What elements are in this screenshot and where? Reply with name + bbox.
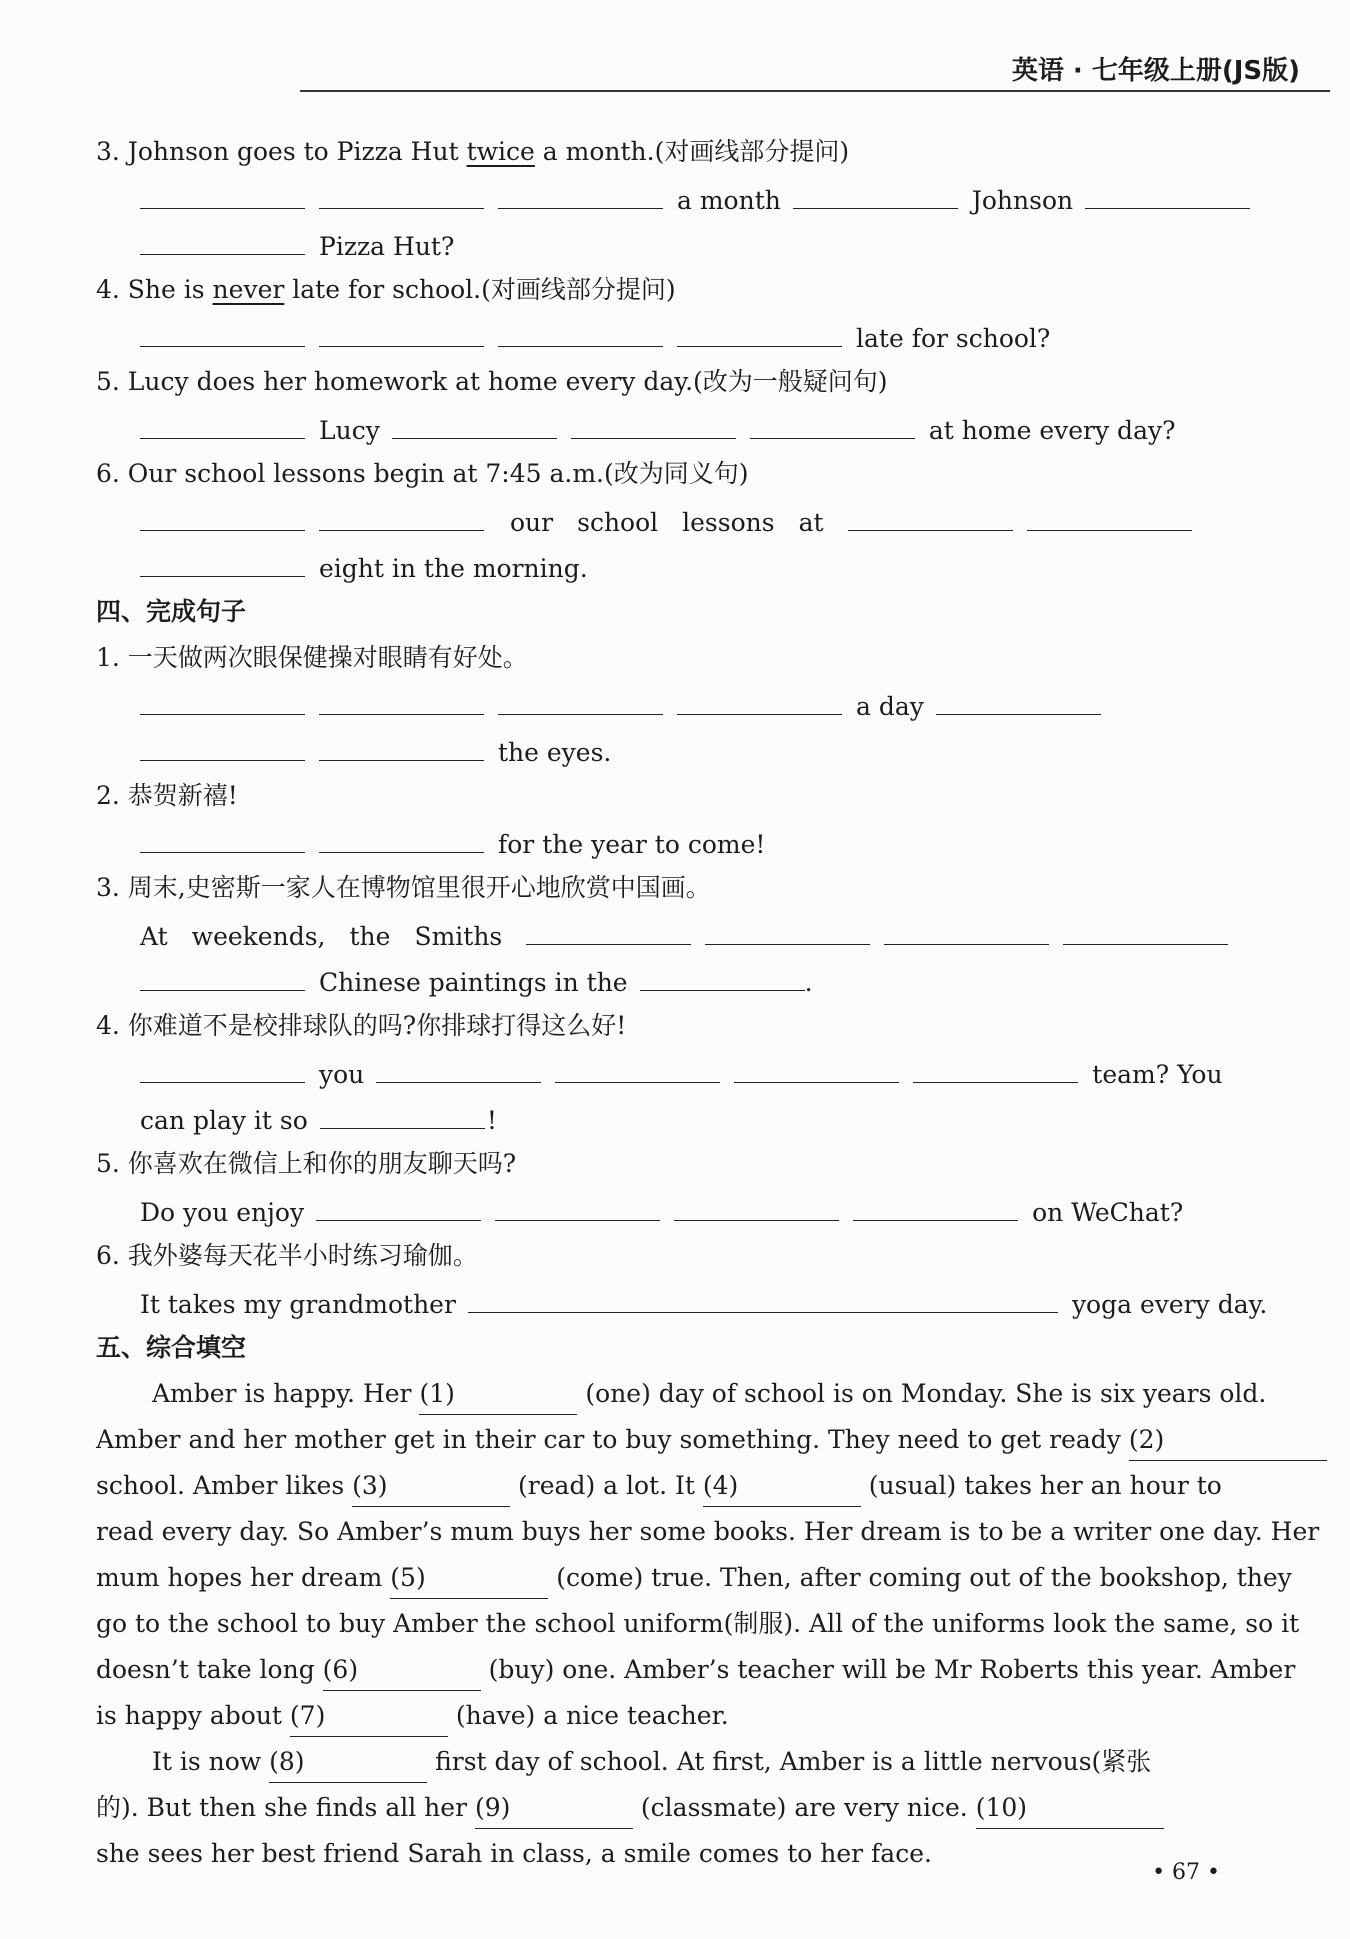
blank[interactable] bbox=[498, 684, 663, 715]
p4-q5-prompt: 5. 你喜欢在微信上和你的朋友聊天吗? bbox=[96, 1149, 517, 1178]
p4-q4-answer-line-1: you team? You bbox=[140, 1052, 1250, 1095]
blank[interactable] bbox=[320, 1098, 485, 1129]
blank[interactable] bbox=[750, 408, 915, 439]
blank[interactable] bbox=[392, 408, 557, 439]
q6-prompt: 6. Our school lessons begin at 7:45 a.m.(改为同义句) bbox=[96, 459, 749, 488]
blank[interactable] bbox=[677, 316, 842, 347]
blank[interactable] bbox=[498, 316, 663, 347]
cloze-blank[interactable]: (9) bbox=[475, 1788, 633, 1829]
cloze-line-6: go to the school to buy Amber the school uniform(制服). All of the uniforms look the same, so it bbox=[96, 1609, 1300, 1638]
blank[interactable] bbox=[140, 684, 305, 715]
blank[interactable] bbox=[140, 546, 305, 577]
cloze-line-11: she sees her best friend Sarah in class, a smile comes to her face. bbox=[96, 1839, 932, 1868]
blank[interactable] bbox=[316, 1190, 481, 1221]
blank[interactable] bbox=[571, 408, 736, 439]
cloze-blank[interactable]: (1) bbox=[419, 1374, 577, 1415]
blank[interactable] bbox=[140, 500, 305, 531]
blank[interactable] bbox=[640, 960, 805, 991]
blank[interactable] bbox=[140, 822, 305, 853]
q6-answer-line-2: eight in the morning. bbox=[140, 546, 1250, 589]
cloze-line-4: read every day. So Amber’s mum buys her some books. Her dream is to be a writer one day. Her bbox=[96, 1517, 1320, 1546]
cloze-line-5: mum hopes her dream (5) (come) true. Then, after coming out of the bookshop, they bbox=[96, 1558, 1250, 1599]
cloze-line-7: doesn’t take long (6) (buy) one. Amber’s teacher will be Mr Roberts this year. Amber bbox=[96, 1650, 1250, 1691]
blank[interactable] bbox=[705, 914, 870, 945]
blank[interactable] bbox=[140, 1052, 305, 1083]
blank[interactable] bbox=[319, 684, 484, 715]
p4-q2-answer-line-1: for the year to come! bbox=[140, 822, 1250, 865]
header-rule bbox=[300, 90, 1330, 92]
q3-answer-line-2: Pizza Hut? bbox=[140, 224, 1250, 267]
cloze-line-10: 的). But then she finds all her (9) (classmate) are very nice. (10) bbox=[96, 1788, 1250, 1829]
blank[interactable] bbox=[376, 1052, 541, 1083]
blank[interactable] bbox=[319, 822, 484, 853]
q3-prompt: 3. Johnson goes to Pizza Hut twice a month.(对画线部分提问) bbox=[96, 137, 850, 166]
p4-q2-prompt: 2. 恭贺新禧! bbox=[96, 781, 238, 810]
blank[interactable] bbox=[674, 1190, 839, 1221]
blank[interactable] bbox=[793, 178, 958, 209]
page-number: • 67 • bbox=[1152, 1860, 1220, 1885]
p4-q3-answer-line-1: At weekends, the Smiths bbox=[140, 914, 1250, 957]
p4-q1-answer-line-2: the eyes. bbox=[140, 730, 1250, 773]
blank[interactable] bbox=[319, 730, 484, 761]
blank[interactable] bbox=[468, 1282, 1058, 1313]
cloze-blank[interactable]: (6) bbox=[323, 1650, 481, 1691]
cloze-blank[interactable]: (4) bbox=[703, 1466, 861, 1507]
p4-q6-prompt: 6. 我外婆每天花半小时练习瑜伽。 bbox=[96, 1241, 478, 1270]
blank[interactable] bbox=[848, 500, 1013, 531]
page-header: 英语 · 七年级上册(JS版) bbox=[1011, 56, 1300, 86]
blank[interactable] bbox=[495, 1190, 660, 1221]
underlined-word: twice bbox=[466, 137, 535, 166]
cloze-blank[interactable]: (2) bbox=[1129, 1420, 1327, 1461]
p4-q1-answer-line-1: a day bbox=[140, 684, 1250, 727]
p4-q4-answer-line-2: can play it so ! bbox=[140, 1098, 1250, 1141]
blank[interactable] bbox=[319, 500, 484, 531]
cloze-line-9: It is now (8) first day of school. At first, Amber is a little nervous(紧张 bbox=[152, 1742, 1250, 1783]
blank[interactable] bbox=[140, 408, 305, 439]
section-heading-4: 四、完成句子 bbox=[96, 597, 247, 626]
blank[interactable] bbox=[140, 178, 305, 209]
p4-q5-answer-line-1: Do you enjoy on WeChat? bbox=[140, 1190, 1250, 1233]
cloze-blank[interactable]: (7) bbox=[290, 1696, 448, 1737]
blank[interactable] bbox=[140, 960, 305, 991]
section-heading-5: 五、综合填空 bbox=[96, 1333, 247, 1362]
blank[interactable] bbox=[1085, 178, 1250, 209]
cloze-blank[interactable]: (10) bbox=[976, 1788, 1164, 1829]
cloze-blank[interactable]: (3) bbox=[352, 1466, 510, 1507]
blank[interactable] bbox=[936, 684, 1101, 715]
cloze-line-3: school. Amber likes (3) (read) a lot. It (4) (usual) takes her an hour to bbox=[96, 1466, 1250, 1507]
blank[interactable] bbox=[1027, 500, 1192, 531]
cloze-line-2: Amber and her mother get in their car to buy something. They need to get ready (2) bbox=[96, 1420, 1250, 1461]
cloze-line-1: Amber is happy. Her (1) (one) day of school is on Monday. She is six years old. bbox=[152, 1374, 1250, 1415]
blank[interactable] bbox=[913, 1052, 1078, 1083]
q6-answer-line-1: our school lessons at bbox=[140, 500, 1250, 543]
q3-answer-line-1: a month Johnson bbox=[140, 178, 1250, 221]
blank[interactable] bbox=[498, 178, 663, 209]
q5-prompt: 5. Lucy does her homework at home every day.(改为一般疑问句) bbox=[96, 367, 888, 396]
cloze-blank[interactable]: (5) bbox=[390, 1558, 548, 1599]
blank[interactable] bbox=[677, 684, 842, 715]
blank[interactable] bbox=[319, 316, 484, 347]
q5-answer-line-1: Lucy at home every day? bbox=[140, 408, 1250, 451]
blank[interactable] bbox=[555, 1052, 720, 1083]
cloze-line-8: is happy about (7) (have) a nice teacher. bbox=[96, 1696, 1250, 1737]
blank[interactable] bbox=[140, 224, 305, 255]
p4-q4-prompt: 4. 你难道不是校排球队的吗?你排球打得这么好! bbox=[96, 1011, 627, 1040]
p4-q1-prompt: 1. 一天做两次眼保健操对眼睛有好处。 bbox=[96, 643, 528, 672]
cloze-blank[interactable]: (8) bbox=[269, 1742, 427, 1783]
blank[interactable] bbox=[140, 730, 305, 761]
q4-prompt: 4. She is never late for school.(对画线部分提问) bbox=[96, 275, 676, 304]
blank[interactable] bbox=[319, 178, 484, 209]
blank[interactable] bbox=[853, 1190, 1018, 1221]
blank[interactable] bbox=[884, 914, 1049, 945]
blank[interactable] bbox=[1063, 914, 1228, 945]
p4-q6-answer-line-1: It takes my grandmother yoga every day. bbox=[140, 1282, 1250, 1325]
blank[interactable] bbox=[734, 1052, 899, 1083]
underlined-word: never bbox=[212, 275, 285, 304]
blank[interactable] bbox=[140, 316, 305, 347]
q4-answer-line-1: late for school? bbox=[140, 316, 1250, 359]
p4-q3-answer-line-2: Chinese paintings in the . bbox=[140, 960, 1250, 1003]
blank[interactable] bbox=[526, 914, 691, 945]
p4-q3-prompt: 3. 周末,史密斯一家人在博物馆里很开心地欣赏中国画。 bbox=[96, 873, 711, 902]
